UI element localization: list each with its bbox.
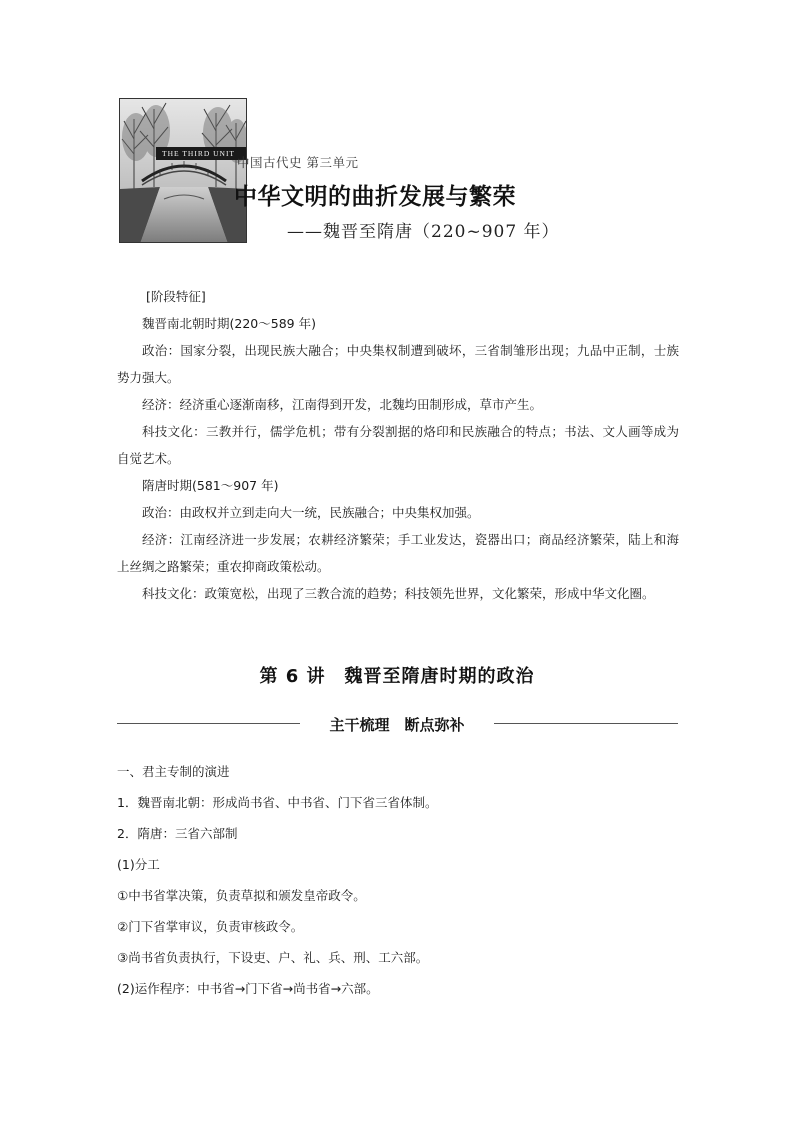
feature-text: 政策宽松，出现了三教合流的趋势；科技领先世界，文化繁荣，形成中华文化圈。 xyxy=(204,586,655,601)
feature-text: 江南经济进一步发展；农耕经济繁荣；手工业发达，瓷器出口；商品经济繁荣，陆上和海上丝绸之路繁荣；重农抑商政策松动。 xyxy=(117,532,679,574)
feature-label: 科技文化： xyxy=(142,424,206,439)
outline-item: ②门下省掌审议，负责审核政令。 xyxy=(117,919,304,934)
unit-tag-label: THE THIRD UNIT xyxy=(156,147,247,160)
outline-item: (1)分工 xyxy=(117,857,160,872)
feature-text: 由政权并立到走向大一统，民族融合；中央集权加强。 xyxy=(179,505,480,520)
outline-item: (2)运作程序：中书省→门下省→尚书省→六部。 xyxy=(117,981,379,996)
feature-label: 科技文化： xyxy=(142,586,205,601)
unit-cover-photo xyxy=(119,98,247,243)
feature-label: 政治： xyxy=(142,343,181,358)
feature-label: 经济： xyxy=(142,532,181,547)
feature-paragraph xyxy=(117,580,679,607)
feature-paragraph xyxy=(117,337,679,391)
series-label: 中国古代史 第三单元 xyxy=(237,155,359,170)
stage-features xyxy=(117,310,679,607)
feature-text: 三教并行，儒学危机；带有分裂割据的烙印和民族融合的特点；书法、文人画等成为自觉艺术。 xyxy=(117,424,679,466)
canal-bridge-illustration xyxy=(120,99,247,243)
feature-label: 政治： xyxy=(142,505,180,520)
period-name: 魏晋南北朝时期(220～589 年) xyxy=(142,316,316,331)
divider-line-right xyxy=(494,723,678,724)
outline-item: 2．隋唐：三省六部制 xyxy=(117,826,238,841)
feature-label: 经济： xyxy=(142,397,180,412)
period-name: 隋唐时期(581～907 年) xyxy=(142,478,279,493)
feature-text: 国家分裂，出现民族大融合；中央集权制遭到破坏，三省制雏形出现；九品中正制，士族势力强大。 xyxy=(117,343,679,385)
unit-subtitle: ——魏晋至隋唐（220~907 年） xyxy=(287,222,560,242)
feature-paragraph xyxy=(117,391,679,418)
outline-item: 一、君主专制的演进 xyxy=(117,764,230,779)
stage-features-heading: [阶段特征] xyxy=(146,289,206,304)
outline-item: ③尚书省负责执行，下设吏、户、礼、兵、刑、工六部。 xyxy=(117,950,429,965)
feature-paragraph xyxy=(117,526,679,580)
feature-text: 经济重心逐渐南移，江南得到开发，北魏均田制形成，草市产生。 xyxy=(179,397,543,412)
feature-paragraph xyxy=(117,418,679,472)
outline-item: 1．魏晋南北朝：形成尚书省、中书省、门下省三省体制。 xyxy=(117,795,438,810)
unit-title: 中华文明的曲折发展与繁荣 xyxy=(234,184,516,210)
feature-paragraph xyxy=(117,499,679,526)
lecture-title: 第 6 讲 魏晋至隋唐时期的政治 xyxy=(259,666,535,687)
outline-list xyxy=(117,756,679,1004)
outline-item: ①中书省掌决策，负责草拟和颁发皇帝政令。 xyxy=(117,888,366,903)
section-divider-title: 主干梳理 断点弥补 xyxy=(329,716,465,734)
divider-line-left xyxy=(117,723,300,724)
